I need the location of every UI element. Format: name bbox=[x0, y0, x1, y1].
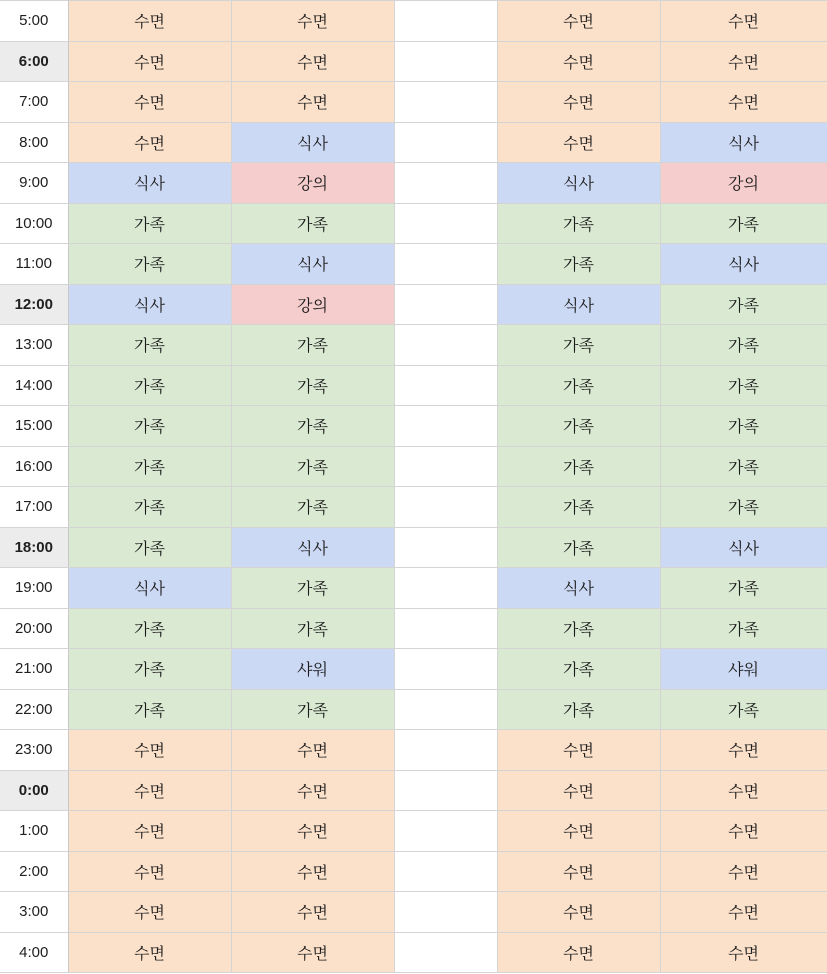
table-row bbox=[0, 689, 827, 730]
activity-cell-b2[interactable]: 가족 bbox=[660, 406, 827, 447]
table-row bbox=[0, 892, 827, 933]
spacer-cell bbox=[394, 325, 497, 366]
activity-cell-b2[interactable]: 가족 bbox=[660, 365, 827, 406]
time-label-cell: 4:00 bbox=[0, 932, 68, 973]
spacer-cell bbox=[394, 770, 497, 811]
activity-cell-a1[interactable]: 가족 bbox=[68, 446, 231, 487]
table-row bbox=[0, 446, 827, 487]
time-label-cell: 22:00 bbox=[0, 689, 68, 730]
activity-cell-b1[interactable]: 식사 bbox=[497, 284, 660, 325]
table-row bbox=[0, 608, 827, 649]
activity-cell-b1[interactable]: 수면 bbox=[497, 122, 660, 163]
activity-cell-a2[interactable]: 수면 bbox=[231, 811, 394, 852]
activity-cell-a1[interactable]: 가족 bbox=[68, 244, 231, 285]
spacer-cell bbox=[394, 365, 497, 406]
table-row bbox=[0, 811, 827, 852]
activity-cell-b2[interactable]: 가족 bbox=[660, 203, 827, 244]
activity-cell-a2[interactable]: 가족 bbox=[231, 568, 394, 609]
spacer-cell bbox=[394, 689, 497, 730]
time-label-cell: 3:00 bbox=[0, 892, 68, 933]
activity-cell-b2[interactable]: 식사 bbox=[660, 527, 827, 568]
activity-cell-b2[interactable]: 수면 bbox=[660, 851, 827, 892]
time-label-cell: 16:00 bbox=[0, 446, 68, 487]
activity-cell-b2[interactable]: 수면 bbox=[660, 82, 827, 123]
spacer-cell bbox=[394, 649, 497, 690]
spacer-cell bbox=[394, 41, 497, 82]
time-label-cell: 8:00 bbox=[0, 122, 68, 163]
activity-cell-b2[interactable]: 수면 bbox=[660, 892, 827, 933]
activity-cell-a1[interactable]: 수면 bbox=[68, 770, 231, 811]
spacer-cell bbox=[394, 568, 497, 609]
spacer-cell bbox=[394, 932, 497, 973]
activity-cell-b2[interactable]: 수면 bbox=[660, 811, 827, 852]
activity-cell-a1[interactable]: 수면 bbox=[68, 932, 231, 973]
activity-cell-a1[interactable]: 수면 bbox=[68, 811, 231, 852]
activity-cell-b1[interactable]: 수면 bbox=[497, 41, 660, 82]
activity-cell-b1[interactable]: 식사 bbox=[497, 163, 660, 204]
activity-cell-a2[interactable]: 가족 bbox=[231, 365, 394, 406]
activity-cell-a2[interactable]: 수면 bbox=[231, 770, 394, 811]
spacer-cell bbox=[394, 892, 497, 933]
activity-cell-a1[interactable]: 수면 bbox=[68, 892, 231, 933]
activity-cell-a1[interactable]: 수면 bbox=[68, 82, 231, 123]
activity-cell-b2[interactable]: 식사 bbox=[660, 244, 827, 285]
activity-cell-b2[interactable]: 수면 bbox=[660, 730, 827, 771]
table-row bbox=[0, 122, 827, 163]
activity-cell-b1[interactable]: 가족 bbox=[497, 365, 660, 406]
table-row bbox=[0, 163, 827, 204]
spacer-cell bbox=[394, 284, 497, 325]
activity-cell-b1[interactable]: 수면 bbox=[497, 1, 660, 42]
activity-cell-a2[interactable]: 가족 bbox=[231, 689, 394, 730]
activity-cell-b1[interactable]: 가족 bbox=[497, 446, 660, 487]
activity-cell-a2[interactable]: 식사 bbox=[231, 244, 394, 285]
activity-cell-b2[interactable]: 가족 bbox=[660, 446, 827, 487]
activity-cell-a1[interactable]: 수면 bbox=[68, 1, 231, 42]
activity-cell-b1[interactable]: 수면 bbox=[497, 770, 660, 811]
time-label-cell: 1:00 bbox=[0, 811, 68, 852]
activity-cell-a2[interactable]: 수면 bbox=[231, 82, 394, 123]
activity-cell-a1[interactable]: 식사 bbox=[68, 284, 231, 325]
activity-cell-b2[interactable]: 샤워 bbox=[660, 649, 827, 690]
spacer-cell bbox=[394, 730, 497, 771]
activity-cell-b1[interactable]: 가족 bbox=[497, 527, 660, 568]
activity-cell-a1[interactable]: 가족 bbox=[68, 649, 231, 690]
time-label-cell: 12:00 bbox=[0, 284, 68, 325]
activity-cell-b1[interactable]: 수면 bbox=[497, 892, 660, 933]
activity-cell-b2[interactable]: 강의 bbox=[660, 163, 827, 204]
spacer-cell bbox=[394, 851, 497, 892]
spacer-cell bbox=[394, 244, 497, 285]
activity-cell-b2[interactable]: 수면 bbox=[660, 41, 827, 82]
spacer-cell bbox=[394, 406, 497, 447]
spacer-cell bbox=[394, 487, 497, 528]
table-row bbox=[0, 82, 827, 123]
activity-cell-b2[interactable]: 수면 bbox=[660, 932, 827, 973]
activity-cell-b2[interactable]: 수면 bbox=[660, 1, 827, 42]
activity-cell-a2[interactable]: 수면 bbox=[231, 1, 394, 42]
table-row bbox=[0, 487, 827, 528]
activity-cell-a2[interactable]: 수면 bbox=[231, 892, 394, 933]
activity-cell-b1[interactable]: 수면 bbox=[497, 82, 660, 123]
activity-cell-a2[interactable]: 가족 bbox=[231, 203, 394, 244]
activity-cell-a2[interactable]: 식사 bbox=[231, 527, 394, 568]
time-label-cell: 9:00 bbox=[0, 163, 68, 204]
activity-cell-a1[interactable]: 수면 bbox=[68, 730, 231, 771]
activity-cell-a2[interactable]: 가족 bbox=[231, 325, 394, 366]
table-row bbox=[0, 203, 827, 244]
activity-cell-a1[interactable]: 식사 bbox=[68, 568, 231, 609]
spacer-cell bbox=[394, 1, 497, 42]
activity-cell-a1[interactable]: 가족 bbox=[68, 487, 231, 528]
time-label-cell: 23:00 bbox=[0, 730, 68, 771]
time-label-cell: 11:00 bbox=[0, 244, 68, 285]
activity-cell-a2[interactable]: 가족 bbox=[231, 487, 394, 528]
table-row bbox=[0, 284, 827, 325]
activity-cell-a2[interactable]: 수면 bbox=[231, 851, 394, 892]
activity-cell-a2[interactable]: 가족 bbox=[231, 446, 394, 487]
spacer-cell bbox=[394, 446, 497, 487]
table-row bbox=[0, 770, 827, 811]
activity-cell-b2[interactable]: 식사 bbox=[660, 122, 827, 163]
activity-cell-b2[interactable]: 수면 bbox=[660, 770, 827, 811]
table-row bbox=[0, 527, 827, 568]
activity-cell-a2[interactable]: 강의 bbox=[231, 284, 394, 325]
activity-cell-b1[interactable]: 가족 bbox=[497, 203, 660, 244]
table-row bbox=[0, 244, 827, 285]
activity-cell-a2[interactable]: 강의 bbox=[231, 163, 394, 204]
time-label-cell: 13:00 bbox=[0, 325, 68, 366]
activity-cell-a2[interactable]: 식사 bbox=[231, 122, 394, 163]
time-label-cell: 6:00 bbox=[0, 41, 68, 82]
activity-cell-a1[interactable]: 가족 bbox=[68, 203, 231, 244]
table-row bbox=[0, 649, 827, 690]
activity-cell-b2[interactable]: 가족 bbox=[660, 568, 827, 609]
activity-cell-a1[interactable]: 수면 bbox=[68, 851, 231, 892]
activity-cell-b1[interactable]: 가족 bbox=[497, 487, 660, 528]
activity-cell-a1[interactable]: 가족 bbox=[68, 325, 231, 366]
activity-cell-b1[interactable]: 수면 bbox=[497, 932, 660, 973]
activity-cell-a1[interactable]: 가족 bbox=[68, 608, 231, 649]
activity-cell-a1[interactable]: 수면 bbox=[68, 122, 231, 163]
activity-cell-a1[interactable]: 수면 bbox=[68, 41, 231, 82]
table-row bbox=[0, 932, 827, 973]
table-row bbox=[0, 568, 827, 609]
spacer-cell bbox=[394, 811, 497, 852]
activity-cell-a2[interactable]: 수면 bbox=[231, 730, 394, 771]
time-label-cell: 5:00 bbox=[0, 1, 68, 42]
activity-cell-b1[interactable]: 수면 bbox=[497, 811, 660, 852]
time-label-cell: 20:00 bbox=[0, 608, 68, 649]
time-label-cell: 7:00 bbox=[0, 82, 68, 123]
table-row bbox=[0, 406, 827, 447]
time-label-cell: 21:00 bbox=[0, 649, 68, 690]
time-label-cell: 10:00 bbox=[0, 203, 68, 244]
activity-cell-a2[interactable]: 샤워 bbox=[231, 649, 394, 690]
time-label-cell: 17:00 bbox=[0, 487, 68, 528]
activity-cell-a2[interactable]: 가족 bbox=[231, 608, 394, 649]
activity-cell-a2[interactable]: 수면 bbox=[231, 41, 394, 82]
time-label-cell: 19:00 bbox=[0, 568, 68, 609]
activity-cell-b1[interactable]: 수면 bbox=[497, 730, 660, 771]
activity-cell-b1[interactable]: 가족 bbox=[497, 608, 660, 649]
table-row bbox=[0, 730, 827, 771]
spacer-cell bbox=[394, 608, 497, 649]
table-row bbox=[0, 365, 827, 406]
activity-cell-b2[interactable]: 가족 bbox=[660, 608, 827, 649]
activity-cell-b2[interactable]: 가족 bbox=[660, 487, 827, 528]
table-row bbox=[0, 1, 827, 42]
activity-cell-a1[interactable]: 가족 bbox=[68, 365, 231, 406]
activity-cell-b1[interactable]: 가족 bbox=[497, 689, 660, 730]
time-label-cell: 14:00 bbox=[0, 365, 68, 406]
activity-cell-a2[interactable]: 수면 bbox=[231, 932, 394, 973]
time-label-cell: 2:00 bbox=[0, 851, 68, 892]
table-row bbox=[0, 41, 827, 82]
spacer-cell bbox=[394, 527, 497, 568]
activity-cell-a1[interactable]: 가족 bbox=[68, 527, 231, 568]
activity-cell-b1[interactable]: 식사 bbox=[497, 568, 660, 609]
activity-cell-b1[interactable]: 가족 bbox=[497, 244, 660, 285]
activity-cell-b2[interactable]: 가족 bbox=[660, 284, 827, 325]
activity-cell-a1[interactable]: 식사 bbox=[68, 163, 231, 204]
activity-cell-a1[interactable]: 가족 bbox=[68, 689, 231, 730]
time-label-cell: 0:00 bbox=[0, 770, 68, 811]
time-label-cell: 18:00 bbox=[0, 527, 68, 568]
activity-cell-a1[interactable]: 가족 bbox=[68, 406, 231, 447]
spacer-cell bbox=[394, 203, 497, 244]
spacer-cell bbox=[394, 82, 497, 123]
activity-cell-b2[interactable]: 가족 bbox=[660, 689, 827, 730]
table-row bbox=[0, 325, 827, 366]
activity-cell-b2[interactable]: 가족 bbox=[660, 325, 827, 366]
activity-cell-b1[interactable]: 가족 bbox=[497, 649, 660, 690]
activity-cell-b1[interactable]: 가족 bbox=[497, 325, 660, 366]
time-label-cell: 15:00 bbox=[0, 406, 68, 447]
activity-cell-a2[interactable]: 가족 bbox=[231, 406, 394, 447]
schedule-body bbox=[0, 1, 827, 973]
activity-cell-b1[interactable]: 수면 bbox=[497, 851, 660, 892]
spacer-cell bbox=[394, 163, 497, 204]
spacer-cell bbox=[394, 122, 497, 163]
table-row bbox=[0, 851, 827, 892]
activity-cell-b1[interactable]: 가족 bbox=[497, 406, 660, 447]
